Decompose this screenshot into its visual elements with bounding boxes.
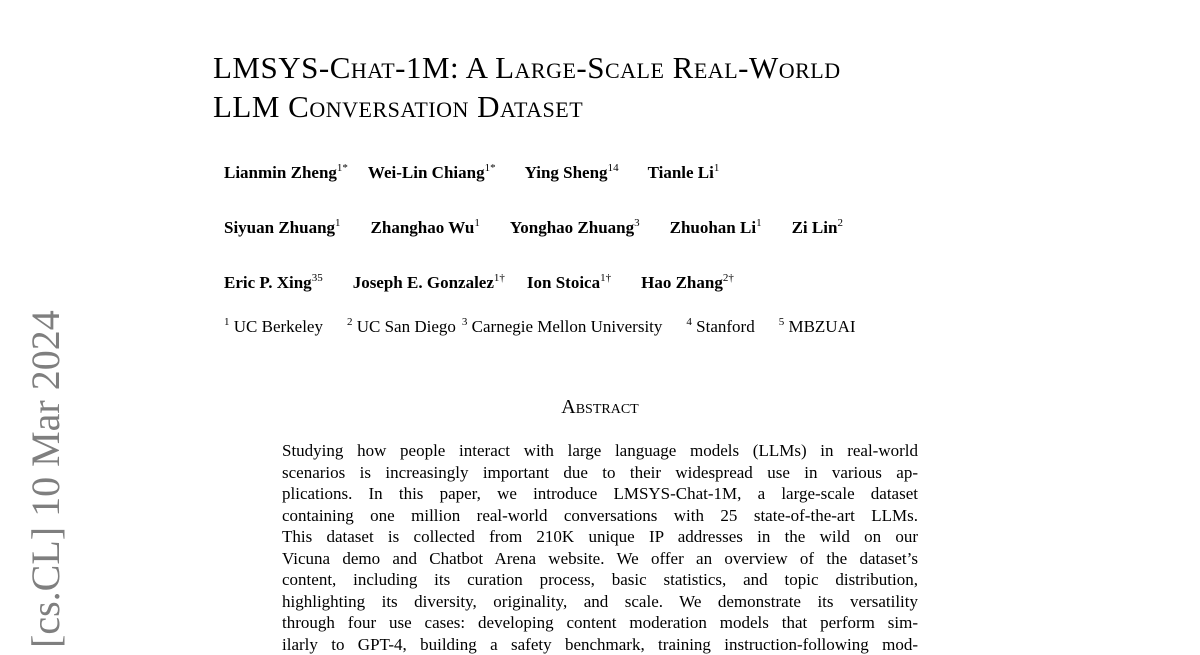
author-name: Ion Stoica [527,273,600,292]
title-line-1: LMSYS-Chat-1M: A Large-Scale Real-World [213,48,841,87]
abstract-line: through four use cases: developing content moderation models that perform sim- [282,612,918,634]
author-affiliation-mark: 1† [600,272,611,284]
affiliation-name: UC San Diego [357,317,456,336]
author-wei-lin-chiang [368,162,496,183]
abstract-heading: Abstract [0,396,1200,419]
author-name: Tianle Li [648,163,714,182]
abstract-line: plications. In this paper, we introduce LMSYS-Chat-1M, a large-scale dataset [282,483,918,505]
affiliation-mark: 3 [462,316,468,328]
author-affiliation-mark: 1* [337,162,348,174]
author-row-1 [224,162,719,183]
author-ion-stoica [527,272,611,293]
author-affiliation-mark: 14 [608,162,619,174]
author-affiliation-mark: 1 [714,162,720,174]
author-zhanghao-wu [371,217,480,238]
author-name: Ying Sheng [525,163,608,182]
affiliation-mbzuai [779,316,856,337]
affiliation-uc-berkeley [224,316,323,337]
abstract-line: ilarly to GPT-4, building a safety benchmark, training instruction-following mod- [282,634,918,655]
arxiv-identifier-stamp: [cs.CL] 10 Mar 2024 [26,310,66,648]
author-siyuan-zhuang [224,217,341,238]
author-name: Wei-Lin Chiang [368,163,485,182]
affiliation-name: Stanford [696,317,755,336]
affiliation-name: Carnegie Mellon University [472,317,663,336]
affiliation-mark: 2 [347,316,353,328]
author-affiliation-mark: 2† [723,272,734,284]
affiliation-name: UC Berkeley [234,317,323,336]
abstract-body [282,440,918,655]
affiliation-name: MBZUAI [788,317,855,336]
abstract-line: highlighting its diversity, originality, and scale. We demonstrate its versatility [282,591,918,613]
author-hao-zhang [641,272,734,293]
abstract-line: scenarios is increasingly important due to their widespread use in various ap- [282,462,918,484]
author-affiliation-mark: 1† [494,272,505,284]
author-lianmin-zheng [224,162,348,183]
author-name: Joseph E. Gonzalez [353,273,494,292]
author-affiliation-mark: 2 [837,217,843,229]
author-affiliation-mark: 1* [485,162,496,174]
abstract-line: This dataset is collected from 210K unique IP addresses in the wild on our [282,526,918,548]
author-tianle-li [648,162,720,183]
author-eric-xing [224,272,323,293]
author-zhuohan-li [670,217,762,238]
author-ying-sheng [525,162,619,183]
author-joseph-gonzalez [353,272,505,293]
affiliation-mark: 5 [779,316,785,328]
affiliation-mark: 1 [224,316,230,328]
author-affiliation-mark: 35 [312,272,323,284]
author-zi-lin [792,217,843,238]
author-name: Zhanghao Wu [371,218,475,237]
abstract-line: Vicuna demo and Chatbot Arena website. We offer an overview of the dataset’s [282,548,918,570]
author-row-2 [224,217,843,238]
author-name: Zi Lin [792,218,838,237]
abstract-line: containing one million real-world conversations with 25 state-of-the-art LLMs. [282,505,918,527]
affiliation-cmu [462,316,663,337]
paper-title [213,48,841,126]
abstract-line: content, including its curation process, basic statistics, and topic distribution, [282,569,918,591]
author-affiliation-mark: 1 [474,217,480,229]
author-name: Yonghao Zhuang [510,218,634,237]
author-name: Eric P. Xing [224,273,312,292]
affiliation-stanford [686,316,754,337]
affiliations [224,316,856,337]
author-affiliation-mark: 1 [756,217,762,229]
abstract-line: Studying how people interact with large language models (LLMs) in real-world [282,440,918,462]
affiliation-mark: 4 [686,316,692,328]
author-row-3 [224,272,734,293]
author-affiliation-mark: 1 [335,217,341,229]
affiliation-uc-san-diego [347,316,456,337]
author-yonghao-zhuang [510,217,640,238]
author-name: Lianmin Zheng [224,163,337,182]
author-name: Zhuohan Li [670,218,756,237]
author-affiliation-mark: 3 [634,217,640,229]
title-line-2: LLM Conversation Dataset [213,87,841,126]
author-name: Hao Zhang [641,273,723,292]
author-name: Siyuan Zhuang [224,218,335,237]
